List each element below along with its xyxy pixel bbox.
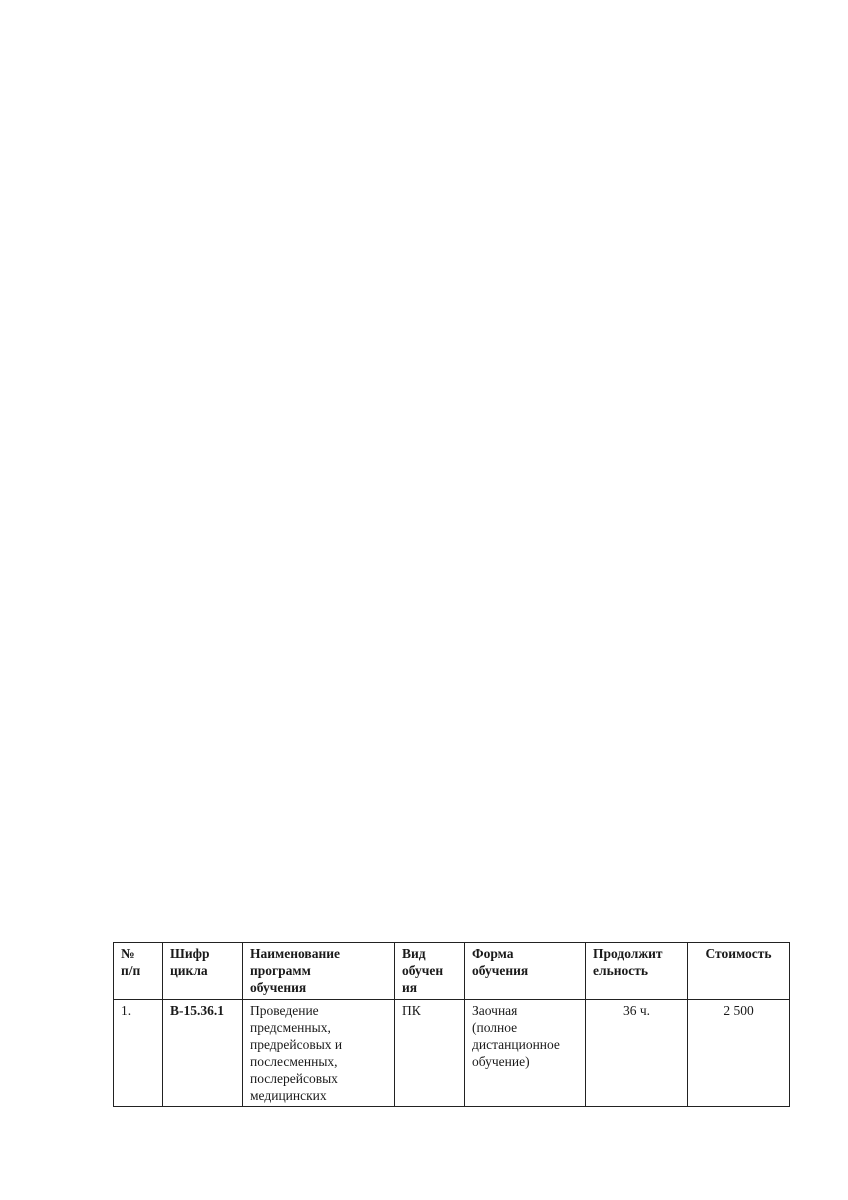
header-number: № п/п <box>114 943 163 1000</box>
price-table <box>113 942 790 1107</box>
table-row <box>114 1000 790 1107</box>
cell-name: Проведение предсменных, предрейсовых и послесменных, послерейсовых медицинских <box>243 1000 395 1107</box>
header-price: Стоимость <box>688 943 790 1000</box>
header-code: Шифр цикла <box>163 943 243 1000</box>
header-type: Вид обучен ия <box>395 943 465 1000</box>
cell-price: 2 500 <box>688 1000 790 1107</box>
header-name: Наименование программ обучения <box>243 943 395 1000</box>
cell-type: ПК <box>395 1000 465 1107</box>
cell-duration: 36 ч. <box>586 1000 688 1107</box>
cell-code: В-15.36.1 <box>163 1000 243 1107</box>
header-duration: Продолжит ельность <box>586 943 688 1000</box>
table-header-row <box>114 943 790 1000</box>
cell-number: 1. <box>114 1000 163 1107</box>
header-form: Форма обучения <box>465 943 586 1000</box>
cell-form: Заочная (полное дистанционное обучение) <box>465 1000 586 1107</box>
